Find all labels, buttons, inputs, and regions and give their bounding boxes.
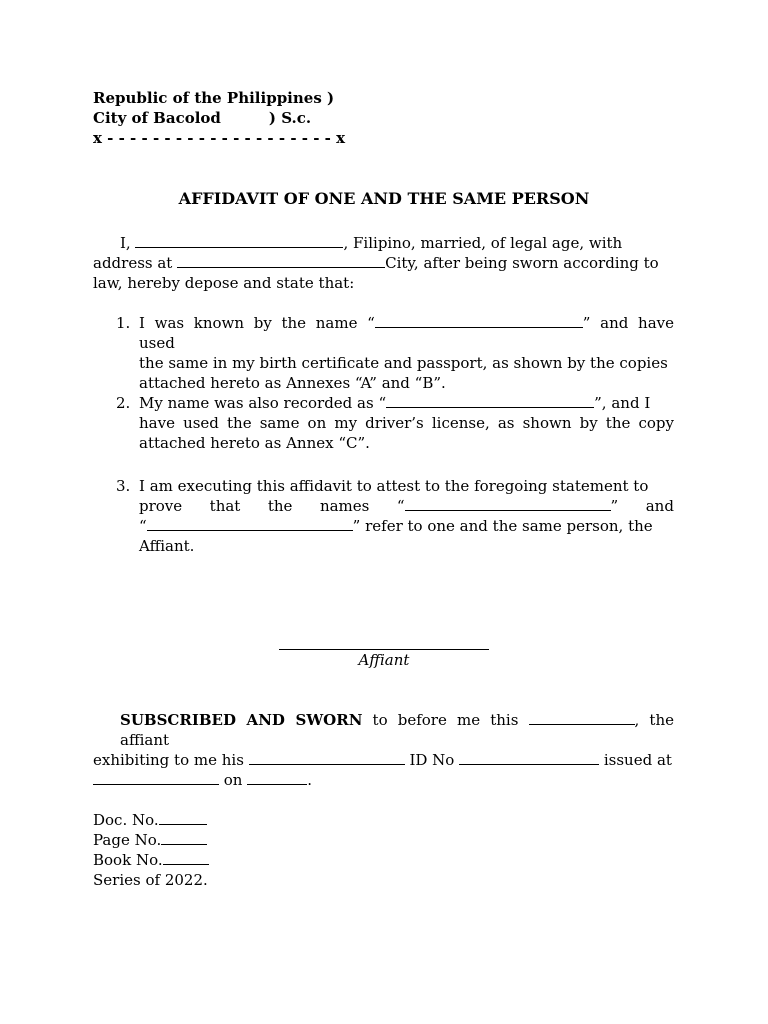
item-2-text-a1: My name was also recorded as “ [139, 394, 387, 412]
page-no-label: Page No. [93, 831, 162, 849]
item-2-text-a2: ”, and I [594, 394, 651, 412]
item-3-word-the: the [267, 497, 293, 515]
item-1-text-c: attached hereto as Annexes “A” and “B”. [139, 374, 446, 392]
recorded-name-blank[interactable] [386, 393, 594, 408]
id-number-blank[interactable] [459, 750, 599, 765]
list-item-3 [93, 476, 674, 556]
jurat-text-5: issued at [599, 751, 672, 769]
intro-paragraph [93, 233, 674, 293]
address-blank[interactable] [177, 253, 385, 268]
intro-after-name: , Filipino, married, of legal age, with [343, 234, 623, 252]
item-2-text-c: attached hereto as Annex “C”. [139, 434, 370, 452]
intro-i: I, [120, 234, 131, 252]
jurat-text-4: ID No [404, 751, 460, 769]
item-3-text-c2: ” refer to one and the same person, the [352, 517, 653, 535]
item-3-word-prove: prove [139, 497, 183, 515]
item-number: 2. [116, 394, 131, 412]
affiant-label: Affiant [358, 651, 410, 669]
jurat-text-6: on [219, 771, 248, 789]
doc-no-label: Doc. No. [93, 811, 159, 829]
header-city: City of Bacolod [93, 109, 221, 127]
header-republic: Republic of the Philippines ) [93, 89, 335, 107]
header-sc: ) S.c. [268, 109, 312, 127]
item-number: 1. [116, 314, 131, 332]
jurat-text-1: to before me this [362, 711, 529, 729]
book-no-blank[interactable] [163, 850, 209, 865]
intro-address-at: address at [93, 254, 173, 272]
doc-no-blank[interactable] [159, 810, 207, 825]
item-3-word-that: that [209, 497, 241, 515]
date-blank[interactable] [529, 710, 635, 725]
page-no-blank[interactable] [161, 830, 207, 845]
jurat-text-2: , the affiant [120, 711, 674, 749]
item-3-close-quote: ” [610, 497, 619, 515]
item-1-text-a1: I was known by the name “ [139, 314, 375, 332]
intro-line3: law, hereby depose and state that: [93, 274, 355, 292]
list-item-1 [93, 313, 674, 393]
item-3-word-names: names [319, 497, 370, 515]
item-3-text-d: Affiant. [139, 537, 195, 555]
first-name-blank[interactable] [405, 496, 611, 511]
jurat-paragraph [93, 710, 674, 790]
item-3-line-b [139, 496, 674, 516]
item-number: 3. [116, 477, 131, 495]
list-item-2 [93, 393, 674, 453]
jurat-bold: SUBSCRIBED AND SWORN [120, 711, 363, 729]
book-no-line [93, 850, 209, 870]
header-city-line [93, 108, 311, 128]
id-type-blank[interactable] [249, 750, 405, 765]
issued-at-blank[interactable] [93, 770, 219, 785]
item-3-text-a: I am executing this affidavit to attest to the foregoing statement to [139, 477, 649, 495]
issued-on-blank[interactable] [247, 770, 307, 785]
known-name-blank[interactable] [375, 313, 583, 328]
page-no-line [93, 830, 207, 850]
item-1-text-b: the same in my birth certificate and passport, as shown by the copies [139, 354, 668, 372]
item-2-text-b: have used the same on my driver’s license, as shown by the copy [139, 414, 674, 432]
item-3-word-and: and [645, 497, 674, 515]
doc-no-line [93, 810, 207, 830]
intro-after-address: City, after being sworn according to [385, 254, 659, 272]
document-title: AFFIDAVIT OF ONE AND THE SAME PERSON [178, 189, 590, 208]
item-3-open-quote: “ [396, 497, 405, 515]
item-3-open-quote-2: “ [139, 517, 147, 535]
name-blank[interactable] [135, 233, 343, 248]
header-separator: x - - - - - - - - - - - - - - - - - - - - x [93, 129, 346, 147]
jurat-text-7: . [307, 771, 313, 789]
item-1-text-a2: ” and have used [139, 314, 674, 352]
series-line: Series of 2022. [93, 871, 208, 889]
second-name-blank[interactable] [147, 516, 353, 531]
book-no-label: Book No. [93, 851, 163, 869]
jurat-text-3: exhibiting to me his [93, 751, 249, 769]
